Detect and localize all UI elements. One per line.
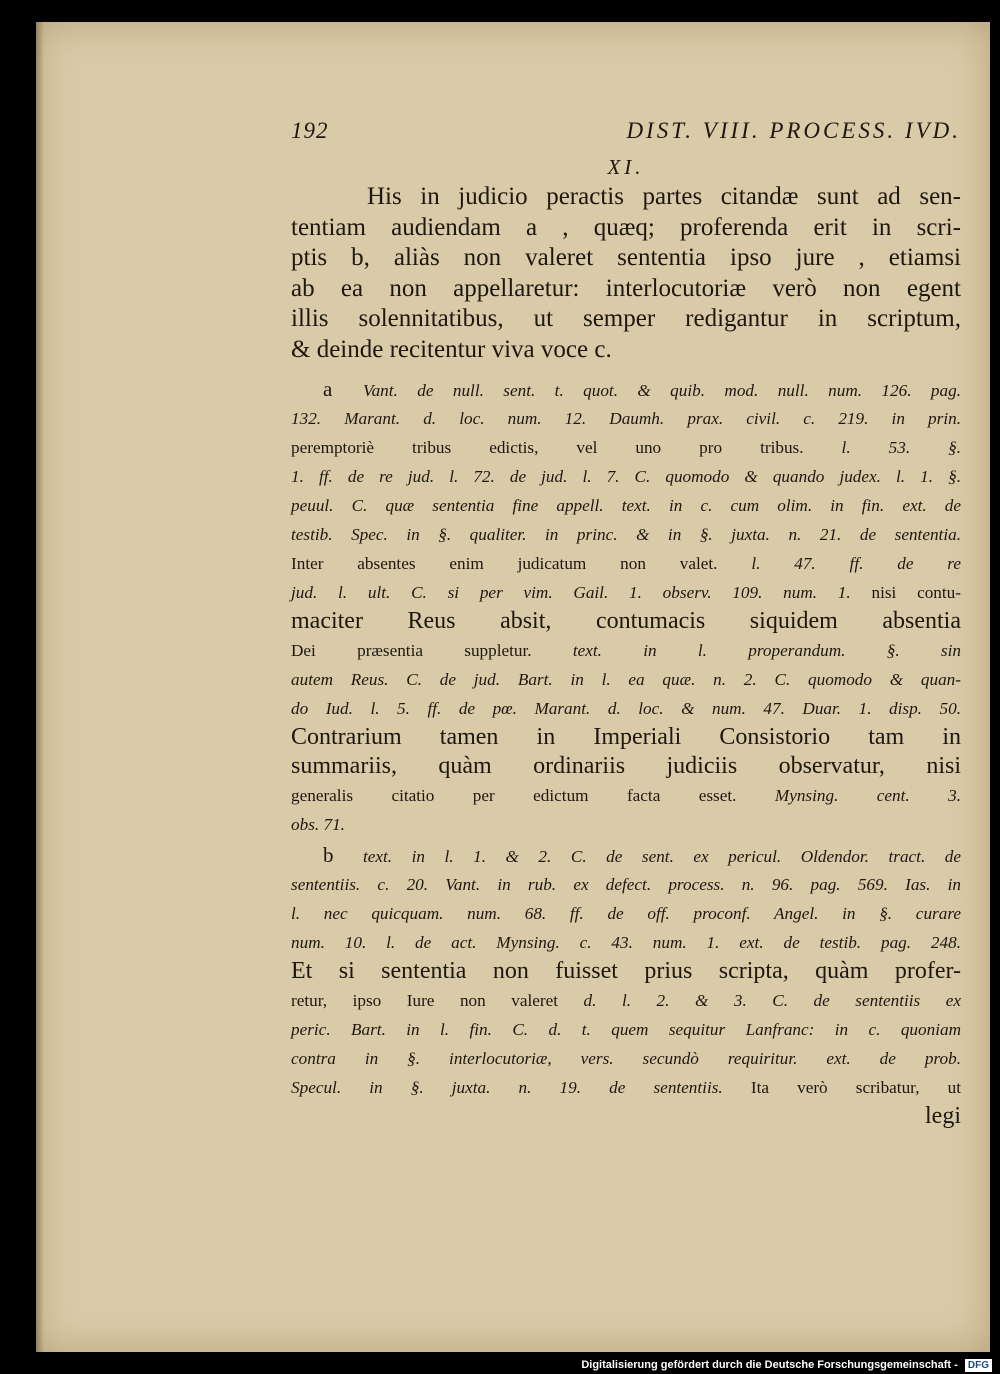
footnote-line <box>291 375 961 404</box>
footnote-line <box>291 462 961 491</box>
main-text-line: & deinde recitentur viva voce c. <box>291 335 612 363</box>
footnote-line <box>291 607 961 636</box>
citation-text: do Iud. l. 5. ff. de pœ. Marant. d. loc. & num. 47. Duar. 1. disp. 50. <box>291 699 961 718</box>
main-text-line: ptis b, aliàs non valeret sententia ipso jure , etiamsi <box>291 244 961 271</box>
citation-text: l. 53. §. <box>841 438 962 457</box>
footnote-line <box>291 752 961 781</box>
running-header <box>291 118 961 152</box>
book-page <box>36 22 990 1352</box>
digitization-footer <box>0 1356 992 1374</box>
citation-text: text. in l. properandum. §. sin <box>572 641 961 660</box>
main-text-line: tentiam audiendam a , quæq; proferenda erit in scri- <box>291 213 961 241</box>
citation-text: contra in §. interlocutoriæ, vers. secundò requiritur. ext. de prob. <box>291 1049 961 1068</box>
footnote-line <box>291 578 961 607</box>
citation-text: autem Reus. C. de jud. Bart. in l. ea quæ. n. 2. C. quomodo & quan- <box>291 670 961 689</box>
citation-text: d. l. 2. & 3. C. de sententiis ex <box>583 991 961 1010</box>
running-title: DIST. VIII. PROCESS. IVD. <box>626 118 961 143</box>
citation-text: sententiis. c. 20. Vant. in rub. ex defect. process. n. 96. pag. 569. Ias. in <box>291 875 961 894</box>
footnote-text: peremptoriè tribus edictis, vel uno pro tribus. <box>291 438 842 457</box>
footnote-line <box>291 841 961 870</box>
footnote-line <box>291 491 961 520</box>
citation-text: num. 10. l. de act. Mynsing. c. 43. num. 1. ext. de testib. pag. 248. <box>291 933 961 952</box>
footnote-a <box>291 375 961 839</box>
footnote-line <box>291 520 961 549</box>
footnote-text: Contrarium tamen in Imperiali Consistorio tam in <box>291 724 961 750</box>
citation-text: jud. l. ult. C. si per vim. Gail. 1. observ. 109. num. 1. <box>291 583 872 602</box>
footnote-line <box>291 781 961 810</box>
main-paragraph <box>291 182 961 365</box>
footnote-b <box>291 841 961 1131</box>
footnote-text: Ita verò scribatur, ut <box>750 1078 961 1097</box>
citation-text: l. nec quicquam. num. 68. ff. de off. proconf. Angel. in §. curare <box>291 904 961 923</box>
footnote-text: maciter Reus absit, contumacis siquidem absentia <box>291 608 961 634</box>
footnote-marker: a <box>323 377 333 401</box>
citation-text: Mynsing. cent. 3. <box>774 786 962 805</box>
footnote-text: retur, ipso Iure non valeret <box>291 991 584 1010</box>
footnote-line <box>291 1044 961 1073</box>
footnote-line <box>291 694 961 723</box>
main-text-line: illis solennitatibus, ut semper redigantur in scriptum, <box>291 305 961 332</box>
footnote-text: Et si sententia non fuisset prius scripta, quàm profer- <box>291 958 961 984</box>
text-block <box>291 118 961 1131</box>
footnote-line <box>291 1073 961 1102</box>
page-number: 192 <box>291 118 329 143</box>
citation-text: 132. Marant. d. loc. num. 12. Daumh. prax. civil. c. 219. in prin. <box>291 409 961 428</box>
citation-text: testib. Spec. in §. qualiter. in princ. & in §. juxta. n. 21. de sententia. <box>291 525 961 544</box>
section-number: XI. <box>607 155 645 179</box>
footnote-line <box>291 870 961 899</box>
footnote-text: generalis citatio per edictum facta esset. <box>291 786 775 805</box>
footnote-text: Inter absentes enim judicatum non valet. <box>291 554 752 573</box>
footnote-line <box>291 723 961 752</box>
citation-text: l. 47. ff. de re <box>751 554 961 573</box>
catchword: legi <box>925 1103 961 1129</box>
footnote-line <box>291 404 961 433</box>
dfg-logo: DFG <box>965 1359 992 1372</box>
footnote-line <box>291 665 961 694</box>
citation-text: obs. 71. <box>291 815 345 834</box>
footnote-line <box>291 899 961 928</box>
footnote-text: nisi contu- <box>871 583 961 602</box>
footnote-line <box>291 928 961 957</box>
main-text-line: ab ea non appellaretur: interlocutoriæ verò non egent <box>291 274 961 302</box>
citation-text: Specul. in §. juxta. n. 19. de sententiis. <box>291 1078 751 1097</box>
citation-text: Vant. de null. sent. t. quot. & quib. mod. null. num. 126. pag. <box>363 381 961 400</box>
footnote-line <box>291 957 961 986</box>
footnote-line <box>291 810 961 839</box>
main-text-line: His in judicio peractis partes citandæ sunt ad sen- <box>367 183 961 210</box>
footnote-line <box>291 549 961 578</box>
footnote-marker: b <box>323 843 334 867</box>
footnote-line <box>291 636 961 665</box>
footnote-line <box>291 433 961 462</box>
footnote-text: Dei præsentia suppletur. <box>291 641 573 660</box>
footer-credit: Digitalisierung gefördert durch die Deutsche Forschungsgemeinschaft - <box>581 1359 958 1371</box>
footnote-line <box>291 1015 961 1044</box>
citation-text: peric. Bart. in l. fin. C. d. t. quem sequitur Lanfranc: in c. quoniam <box>291 1020 961 1039</box>
footnote-line <box>291 986 961 1015</box>
footnote-text: summariis, quàm ordinariis judiciis observatur, nisi <box>291 753 961 779</box>
citation-text: peuul. C. quæ sententia fine appell. text. in c. cum olim. in fin. ext. de <box>291 496 961 515</box>
citation-text: 1. ff. de re jud. l. 72. de jud. l. 7. C. quomodo & quando judex. l. 1. §. <box>291 467 961 486</box>
citation-text: text. in l. 1. & 2. C. de sent. ex pericul. Oldendor. tract. de <box>363 847 961 866</box>
